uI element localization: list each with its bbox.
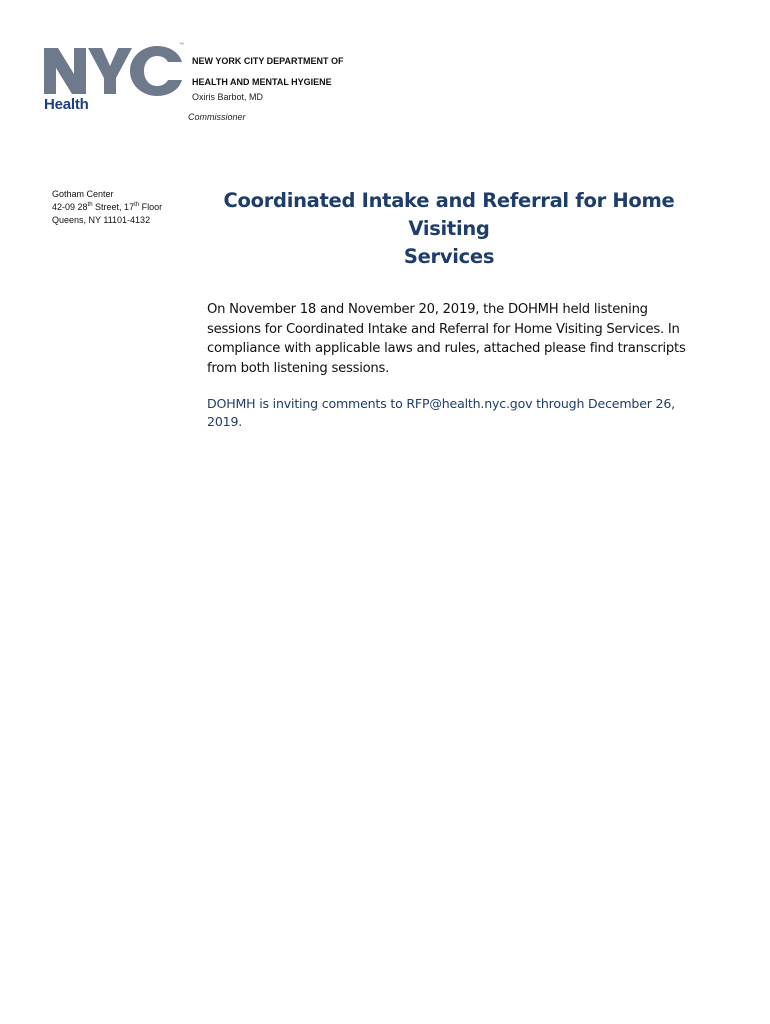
agency-line-2: HEALTH AND MENTAL HYGIENE: [192, 77, 332, 87]
agency-name: [192, 51, 344, 93]
address-street: Street, 17: [92, 202, 135, 212]
address-ordinal-2: th: [134, 202, 140, 208]
address-floor: Floor: [139, 202, 163, 212]
commissioner-name: Oxiris Barbot, MD: [192, 92, 264, 102]
comments-notice: DOHMH is inviting comments to RFP@health.nyc.gov through December 26, 2019.: [207, 396, 675, 429]
nyc-logo-icon: [44, 44, 186, 96]
document-title: [200, 187, 698, 271]
address-line-2: [52, 201, 162, 214]
body-paragraph: On November 18 and November 20, 2019, the DOHMH held listening sessions for Coordinated Intake and Referral for Home Visiting Services. In compliance with applicable laws and rules, attached please find transcripts from both listening sessions.: [207, 302, 686, 376]
agency-line-1: NEW YORK CITY DEPARTMENT OF: [192, 56, 344, 66]
trademark-mark: ™: [179, 42, 184, 48]
nyc-health-logo: [44, 44, 186, 116]
logo-health-text: Health: [44, 96, 89, 113]
address-line-3: Queens, NY 11101-4132: [52, 215, 151, 225]
title-line-2: Services: [403, 245, 495, 268]
office-address: [52, 188, 162, 227]
commissioner-title: Commissioner: [188, 112, 246, 122]
title-line-1: Coordinated Intake and Referral for Home Visiting: [223, 189, 675, 240]
address-ordinal-1: th: [87, 202, 93, 208]
address-line-1: Gotham Center: [52, 189, 114, 199]
address-street-number: 42-09 28: [52, 202, 88, 212]
